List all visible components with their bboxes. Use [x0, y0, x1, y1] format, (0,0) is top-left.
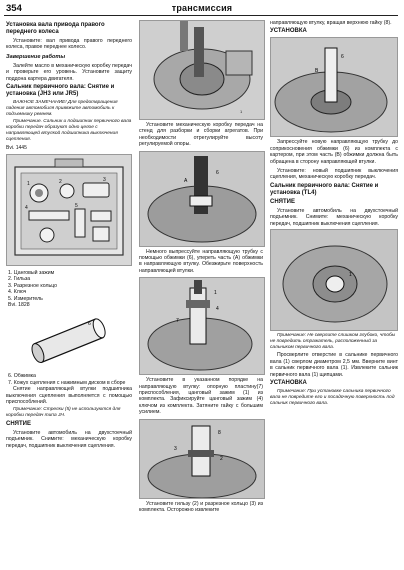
tool-kit-figure — [6, 154, 132, 266]
svg-text:2: 2 — [59, 179, 62, 186]
svg-text:4: 4 — [216, 306, 219, 313]
heading-install-tl4: УСТАНОВКА — [270, 380, 307, 387]
svg-text:1: 1 — [240, 109, 243, 114]
caption: Установите гильзу (2) и разрезное кольцо (3) из комплекта. Осторожно извлеките — [139, 500, 263, 514]
paragraph: Установите автомобиль на двухстоечный подъемник. Снимите: механическую коробку передач, подшипник выключения сцепления. — [270, 207, 398, 227]
caption: Установите в указанном порядке на направляющую втулку: опорную пластину(7) приспособления, цанговый зажим (1) из комплекта. Зафиксируйте цанговый зажим (4) ключом из комплекта. Затяните гайку с большим усилием. — [139, 377, 263, 416]
svg-text:3: 3 — [103, 177, 106, 184]
paragraph: Установите автомобиль на двухстоечный подъемник. Снимите: механическую коробку передач, подшипник выключения сцепления. — [6, 430, 132, 449]
paragraph: Установите: вал привода правого переднего колеса, правое переднее колесо. — [6, 38, 132, 51]
heading-tl4: Сальник первичного вала: Снятие и установка (TL4) — [270, 182, 379, 196]
gearbox-on-stand-photo — [139, 20, 265, 120]
note-final: Примечание: При установке сальника первичного вала не повредите его и посадочную поверхность под сальник первичного вала. — [270, 389, 395, 406]
gearbox-drawing-4 — [140, 420, 264, 498]
gearbox-drawing-5 — [271, 38, 397, 136]
heading-install-shaft: Установка вала привода правого переднего колеса — [6, 22, 105, 35]
column-right — [270, 20, 398, 408]
note-tools: Примечание: Стрелки (5) не используются для коробки передач типа JH. — [6, 407, 121, 419]
sleeve-install-photo — [139, 419, 265, 499]
parts-list-2 — [6, 373, 132, 386]
svg-text:4: 4 — [25, 205, 28, 212]
column-left — [6, 20, 132, 451]
svg-text:B: B — [315, 68, 319, 75]
tool-reference: Bvi. 1445 — [6, 144, 27, 151]
list-item: 2. Гильза — [8, 276, 31, 283]
crimp-tool-figure — [6, 311, 130, 373]
section-title: трансмиссия — [171, 3, 233, 13]
note-depth: Примечание: Не сверлите слишком глубоко, чтобы не повредить отражатель, расположенный за сальником первичного вала. — [270, 333, 396, 350]
paragraph: направляющую втулку, вращая верхнюю гайку (8). — [270, 20, 392, 26]
svg-text:2: 2 — [220, 455, 223, 462]
list-item: 4. Ключ — [8, 289, 27, 296]
svg-text:6: 6 — [216, 169, 219, 176]
parts-list — [6, 270, 132, 308]
svg-text:5: 5 — [75, 203, 78, 210]
gearbox-drawing-6 — [271, 230, 397, 330]
paragraph: Установите: новый подшипник выключения сцепления, механическую коробку передач. — [270, 168, 398, 181]
list-item: 5. Измеритель — [8, 295, 43, 302]
column-middle — [139, 20, 263, 517]
collet-install-photo — [139, 277, 265, 375]
caption: Установите механическую коробку передач на стенд для разборки и сборки агрегатов. При необходимости отрегулируйте высоту регулируемой опоры. — [139, 122, 263, 148]
page-number: 354 — [6, 3, 22, 14]
heading-removal-tl4: СНЯТИЕ — [270, 198, 295, 205]
list-item: 7. Кожух сцепления с нажимным диском в сборе — [8, 379, 126, 386]
svg-text:A: A — [184, 177, 188, 184]
svg-text:3: 3 — [174, 445, 177, 452]
list-item: Bvi. 1828 — [8, 302, 30, 309]
tube-press-photo — [270, 37, 398, 137]
heading-primary-seal: Сальник первичного вала: Снятие и установка (JH3 или JR5) — [6, 84, 115, 98]
svg-text:8: 8 — [218, 429, 221, 436]
list-item: 1. Цанговый зажим — [8, 270, 55, 277]
paragraph: Просверлите отверстие в сальнике первичного вала (1) сверлом диаметром 2,5 мм. Вверните винт в сальник первичного вала (1). Извлеките сальник первичного вала (1) щипцами. — [270, 352, 398, 378]
list-item: 3. Разрезное кольцо — [8, 282, 57, 289]
heading-removal: СНЯТИЕ — [6, 421, 31, 428]
tool-kit-drawing — [7, 155, 131, 265]
note-important: ВАЖНОЕ ЗАМЕЧАНИЕ! Для предотвращения падения автомобиля привяжите автомобиль к подъемнику ремнем. — [6, 100, 118, 117]
gearbox-drawing-2 — [140, 152, 264, 246]
caption: Немного выпрессуйте направляющую трубку с помощью обжимки (6), упереть часть (A) обжимки в направляющую втулку. Обезжирьте поверхность направляющей втулки. — [139, 248, 263, 274]
heading-finish: Завершение работы — [6, 53, 66, 60]
crimp-tool-drawing — [6, 311, 130, 373]
header-rule — [4, 15, 398, 16]
svg-text:1: 1 — [214, 290, 217, 297]
svg-text:6: 6 — [341, 54, 344, 61]
list-item: 6. Обжимка — [8, 373, 36, 380]
gearbox-drawing-1 — [140, 21, 264, 119]
paragraph: Залейте масло в механическую коробку передач и проверьте его уровень. Установите защиту поддона картера двигателя. — [6, 62, 132, 82]
gearbox-drawing-3 — [140, 278, 264, 374]
paragraph: Снятие направляющей втулки подшипника выключения сцепления выполняется с помощью приспособлений. — [6, 386, 132, 406]
paragraph: Запрессуйте новую направляющую трубку до соприкосновения обжимки (6) из комплекта с картером, при этом часть (B) обжимки должна быть обращена в сторону направляющей втулки. — [270, 139, 398, 165]
svg-text:1: 1 — [349, 272, 352, 279]
page-header — [0, 0, 404, 16]
svg-text:6: 6 — [88, 321, 91, 328]
svg-text:7: 7 — [176, 318, 179, 325]
note-remark: Примечание. Сальник и подшипник первичного вала коробки передач образуют одно целое с направляющей втулкой подшипника выключения сцепления. — [6, 119, 132, 142]
crimp-install-photo — [139, 151, 265, 247]
svg-text:1: 1 — [27, 181, 30, 188]
seal-drill-photo — [270, 229, 398, 331]
heading-install: УСТАНОВКА — [270, 28, 307, 35]
